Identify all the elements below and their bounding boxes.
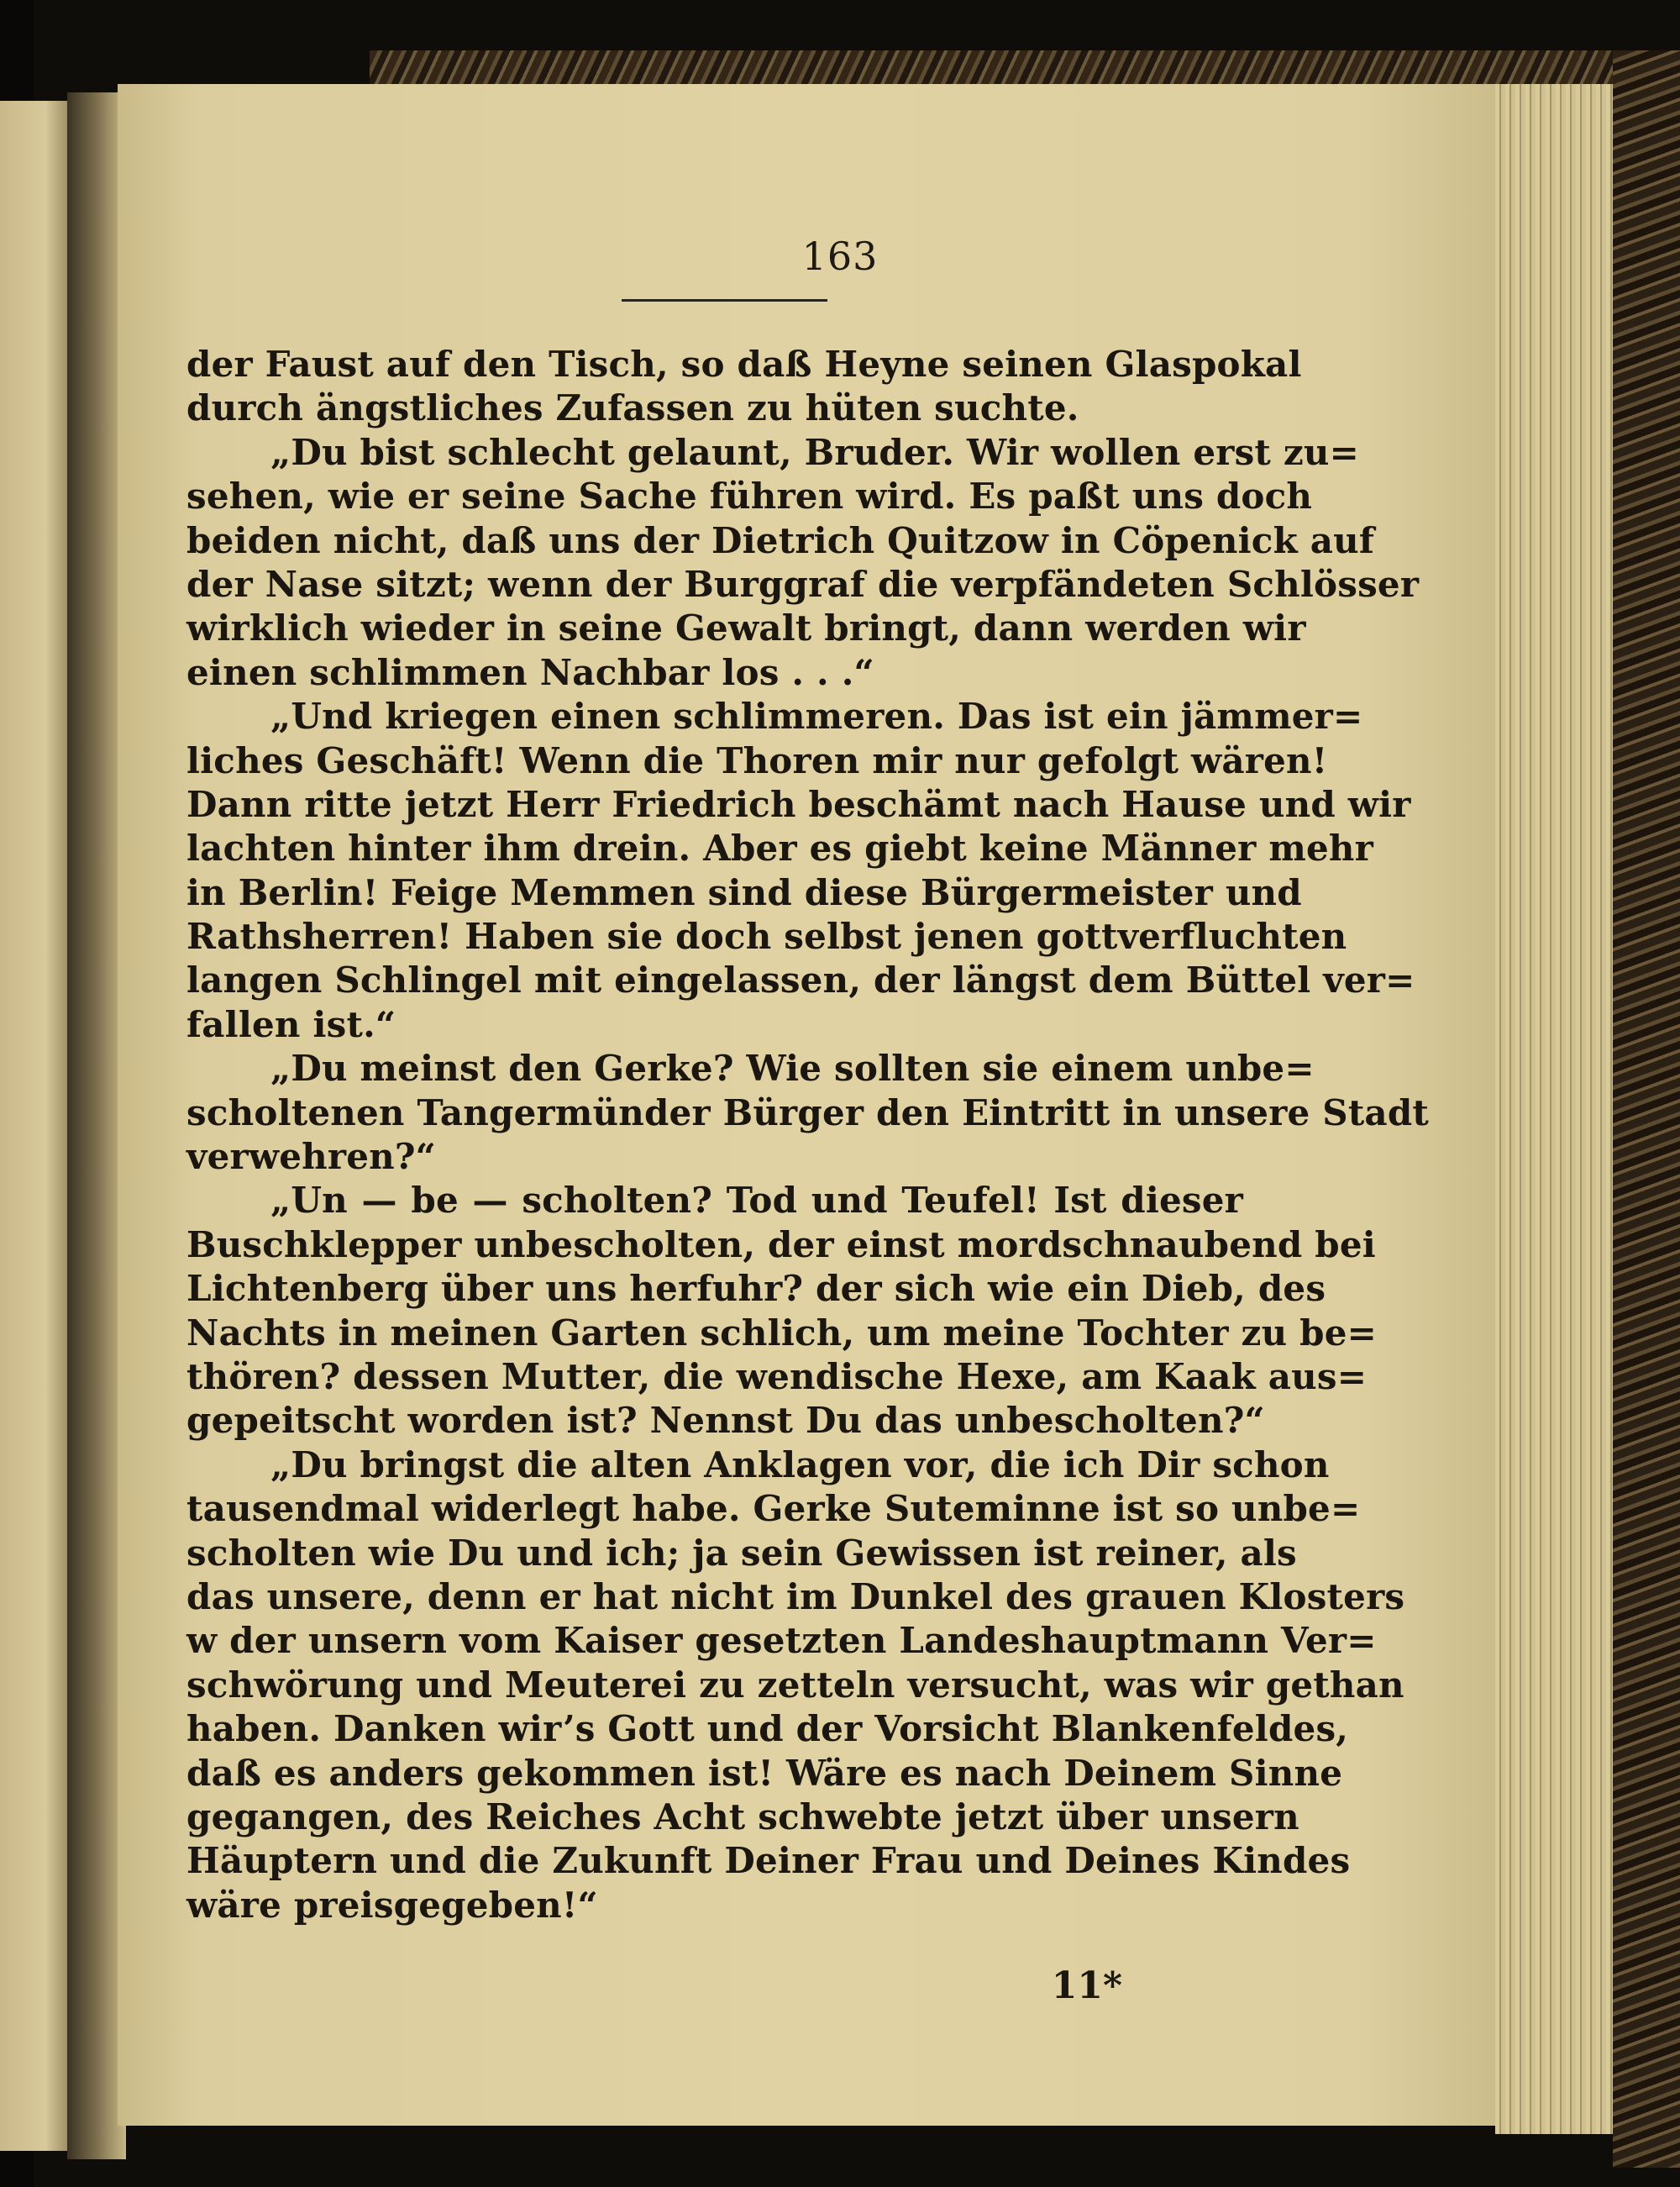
text-line: wirklich wieder in seine Gewalt bringt, dann werden wir (186, 607, 1306, 649)
text-line: in Berlin! Feige Memmen sind diese Bürgermeister und (186, 871, 1302, 913)
text-line: „Du bist schlecht gelaunt, Bruder. Wir wollen erst zu= (270, 431, 1360, 473)
text-line: Rathsherren! Haben sie doch selbst jenen gottverfluchten (186, 916, 1347, 958)
text-line: durch ängstliches Zufassen zu hüten suchte. (186, 387, 1079, 429)
text-line: haben. Danken wir’s Gott und der Vorsicht Blankenfeldes, (186, 1708, 1349, 1750)
text-line: w der unsern vom Kaiser gesetzten Landeshauptmann Ver= (186, 1620, 1377, 1662)
text-line: daß es anders gekommen ist! Wäre es nach Deinem Sinne (186, 1752, 1343, 1794)
text-line: Nachts in meinen Garten schlich, um meine Tochter zu be= (186, 1312, 1378, 1354)
text-line: der Faust auf den Tisch, so daß Heyne seinen Glaspokal (186, 344, 1302, 385)
text-line: scholtenen Tangermünder Bürger den Eintritt in unsere Stadt (186, 1091, 1430, 1133)
text-line: wäre preisgegeben!“ (186, 1884, 598, 1926)
text-line: scholten wie Du und ich; ja sein Gewissen ist reiner, als (186, 1532, 1297, 1574)
text-line: „Du bringst die alten Anklagen vor, die ich Dir schon (270, 1443, 1330, 1485)
text-line: „Du meinst den Gerke? Wie sollten sie einem unbe= (270, 1048, 1315, 1090)
body-text (186, 343, 1430, 1927)
text-line: gegangen, des Reiches Acht schwebte jetzt über unsern (186, 1795, 1299, 1837)
text-line: Lichtenberg über uns herfuhr? der sich wie ein Dieb, des (186, 1268, 1326, 1310)
text-line: verwehren?“ (186, 1136, 437, 1178)
page-number: 163 (801, 234, 879, 279)
text-line: langen Schlingel mit eingelassen, der längst dem Büttel ver= (186, 959, 1415, 1001)
text-line: thören? dessen Mutter, die wendische Hexe, am Kaak aus= (186, 1355, 1368, 1397)
text-line: einen schlimmen Nachbar los . . .“ (186, 651, 874, 693)
text-line: Buschklepper unbescholten, der einst mordschnaubend bei (186, 1223, 1376, 1265)
printer-signature-mark: 11* (1051, 1964, 1122, 2007)
text-line: beiden nicht, daß uns der Dietrich Quitzow in Cöpenick auf (186, 519, 1375, 561)
text-line: das unsere, denn er hat nicht im Dunkel des grauen Klosters (186, 1575, 1405, 1617)
text-line: fallen ist.“ (186, 1003, 396, 1045)
text-line: sehen, wie er seine Sache führen wird. Es paßt uns doch (186, 476, 1313, 518)
text-line: „Un — be — scholten? Tod und Teufel! Ist dieser (270, 1180, 1243, 1222)
text-line: Häuptern und die Zukunft Deiner Frau und Deines Kindes (186, 1840, 1351, 1882)
facing-page-edge (0, 101, 76, 2151)
text-line: tausendmal widerlegt habe. Gerke Suteminne ist so unbe= (186, 1488, 1361, 1530)
page-stack-edges (1495, 84, 1613, 2134)
text-line: schwörung und Meuterei zu zetteln versucht, was wir gethan (186, 1664, 1404, 1706)
header-rule (622, 299, 827, 302)
book-cover-marbled-right (1613, 50, 1680, 2168)
text-line: der Nase sitzt; wenn der Burggraf die verpfändeten Schlösser (186, 563, 1420, 605)
text-line: lachten hinter ihm drein. Aber es giebt keine Männer mehr (186, 828, 1373, 870)
text-line: gepeitscht worden ist? Nennst Du das unbescholten?“ (186, 1400, 1265, 1442)
text-line: „Und kriegen einen schlimmeren. Das ist ein jämmer= (270, 696, 1363, 738)
text-line: liches Geschäft! Wenn die Thoren mir nur gefolgt wären! (186, 739, 1328, 781)
text-line: Dann ritte jetzt Herr Friedrich beschämt nach Hause und wir (186, 783, 1411, 825)
